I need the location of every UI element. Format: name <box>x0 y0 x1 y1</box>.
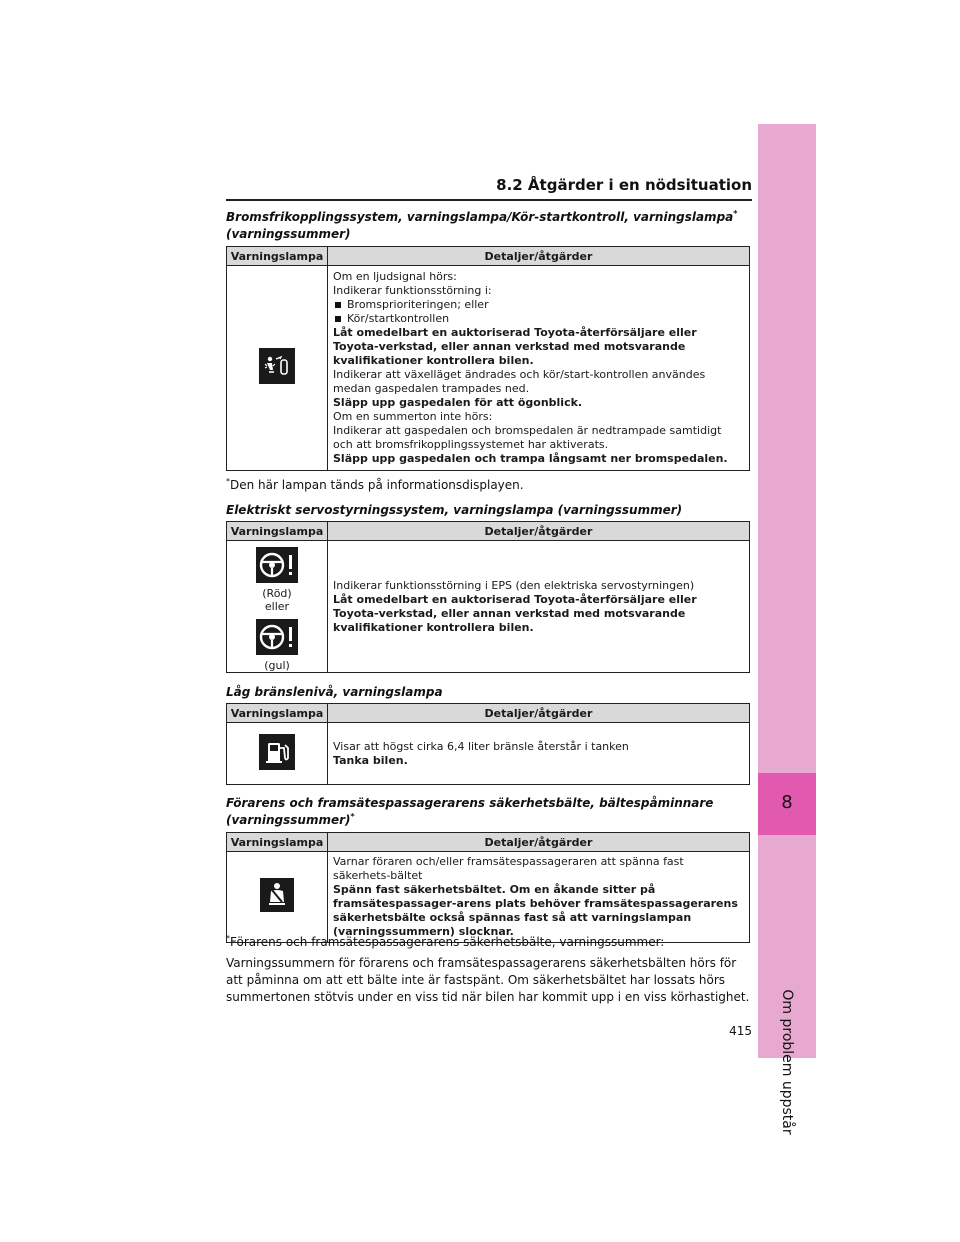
brake-action: Släpp upp gaspedalen för att ögonblick. <box>333 396 583 409</box>
asterisk: * <box>226 477 230 486</box>
fuel-pump-icon <box>259 734 295 770</box>
col-header-details: Detaljer/åtgärder <box>328 833 750 852</box>
brake-details-cell <box>328 266 750 471</box>
brake-line: Om en ljudsignal hörs: <box>333 270 457 283</box>
seatbelt-table <box>226 832 750 943</box>
seatbelt-reminder-icon <box>260 878 294 912</box>
brake-heading-text: Bromsfrikopplingssystem, varningslampa/Kör-startkontroll, varningslampa <box>226 210 734 224</box>
fuel-heading: Låg bränslenivå, varningslampa <box>226 685 443 699</box>
seatbelt-heading-suffix: (varningssummer) <box>226 813 351 827</box>
eps-label-or: eller <box>264 600 290 613</box>
fuel-details-cell <box>328 723 750 785</box>
col-header-details: Detaljer/åtgärder <box>328 522 750 541</box>
seatbelt-footnote <box>226 934 752 951</box>
fuel-text: Visar att högst cirka 6,4 liter bränsle återstår i tanken <box>333 739 629 753</box>
brake-override-warning-icon <box>259 348 295 384</box>
eps-heading: Elektriskt servostyrningssystem, varningslampa (varningssummer) <box>226 503 683 517</box>
chapter-title-text: Om problem uppstår <box>779 989 795 1135</box>
seatbelt-heading <box>226 795 752 829</box>
fuel-lamp-cell <box>227 723 328 785</box>
fuel-action: Tanka bilen. <box>333 753 408 767</box>
brake-line: Om en summerton inte hörs: <box>333 410 493 423</box>
steering-warning-icon <box>256 619 298 655</box>
brake-heading <box>226 209 752 243</box>
col-header-lamp: Varningslampa <box>227 522 328 541</box>
col-header-lamp: Varningslampa <box>227 704 328 723</box>
eps-table <box>226 521 750 673</box>
seatbelt-heading-text: Förarens och framsätespassagerarens säkerhetsbälte, bältespåminnare <box>226 796 714 810</box>
brake-bullet: Bromsprioriteringen; eller <box>333 298 743 312</box>
chapter-number: 8 <box>781 792 793 813</box>
eps-label-yellow: (gul) <box>264 659 290 672</box>
brake-table <box>226 246 750 471</box>
brake-lamp-cell <box>227 266 328 471</box>
brake-line: Indikerar att växelläget ändrades och kör/start-kontrollen användes medan gaspedalen trampades ned. <box>333 368 706 395</box>
chapter-title <box>774 962 800 1162</box>
brake-line: Indikerar att gaspedalen och bromspedalen är nedtrampade samtidigt och att bromsfrikopplingssystemet har aktiverats. <box>333 424 722 451</box>
asterisk: * <box>226 934 230 943</box>
col-header-lamp: Varningslampa <box>227 247 328 266</box>
page-number: 415 <box>729 1024 752 1038</box>
brake-action: Släpp upp gaspedalen och trampa långsamt ner bromspedalen. <box>333 452 728 465</box>
fuel-table <box>226 703 750 785</box>
seatbelt-text: Varnar föraren och/eller framsätespassageraren att spänna fast säkerhets-bältet <box>333 855 684 882</box>
section-rule <box>226 199 752 201</box>
eps-action: Låt omedelbart en auktoriserad Toyota-återförsäljare eller Toyota-verkstad, eller annan verkstad med motsvarande kvalifikationer kontrollera bilen. <box>333 592 697 634</box>
seatbelt-lamp-cell <box>227 852 328 943</box>
brake-footnote <box>226 477 752 494</box>
chapter-sidebar <box>758 124 816 1135</box>
eps-lamp-cell <box>227 541 328 673</box>
brake-line: Indikerar funktionsstörning i: <box>333 284 492 297</box>
eps-label-red: (Röd) <box>262 587 292 600</box>
asterisk: * <box>733 209 738 218</box>
seatbelt-action: Spänn fast säkerhetsbältet. Om en åkande sitter på framsätespassager-arens plats behöver framsätespassagerarens säkerhetsbälte också spännas fast så att varningslampan (varningssummern) slocknar. <box>333 883 738 938</box>
col-header-details: Detaljer/åtgärder <box>328 247 750 266</box>
seatbelt-paragraph: Varningssummern för förarens och framsätespassagerarens säkerhetsbälten hörs för att påminna om att ett bälte inte är fastspänt. Om säkerhetsbältet har lossats hörs summertonen stötvis under en viss tid när bilen har kommit upp i en viss körhastighet. <box>226 956 750 1004</box>
seatbelt-footnote-text: Förarens och framsätespassagerarens säkerhetsbälte, varningssummer: <box>230 935 665 949</box>
steering-warning-icon <box>256 547 298 583</box>
asterisk: * <box>350 812 355 821</box>
eps-details-cell <box>328 541 750 673</box>
col-header-details: Detaljer/åtgärder <box>328 704 750 723</box>
seatbelt-details-cell <box>328 852 750 943</box>
brake-action: Låt omedelbart en auktoriserad Toyota-återförsäljare eller Toyota-verkstad, eller annan verkstad med motsvarande kvalifikationer kontrollera bilen. <box>333 326 697 367</box>
eps-text: Indikerar funktionsstörning i EPS (den elektriska servostyrningen) <box>333 578 695 592</box>
section-title: 8.2 Åtgärder i en nödsituation <box>496 176 752 194</box>
brake-bullet: Kör/startkontrollen <box>333 312 743 326</box>
brake-footnote-text: Den här lampan tänds på informationsdisplayen. <box>230 478 524 492</box>
brake-heading-suffix: (varningssummer) <box>226 227 351 241</box>
col-header-lamp: Varningslampa <box>227 833 328 852</box>
